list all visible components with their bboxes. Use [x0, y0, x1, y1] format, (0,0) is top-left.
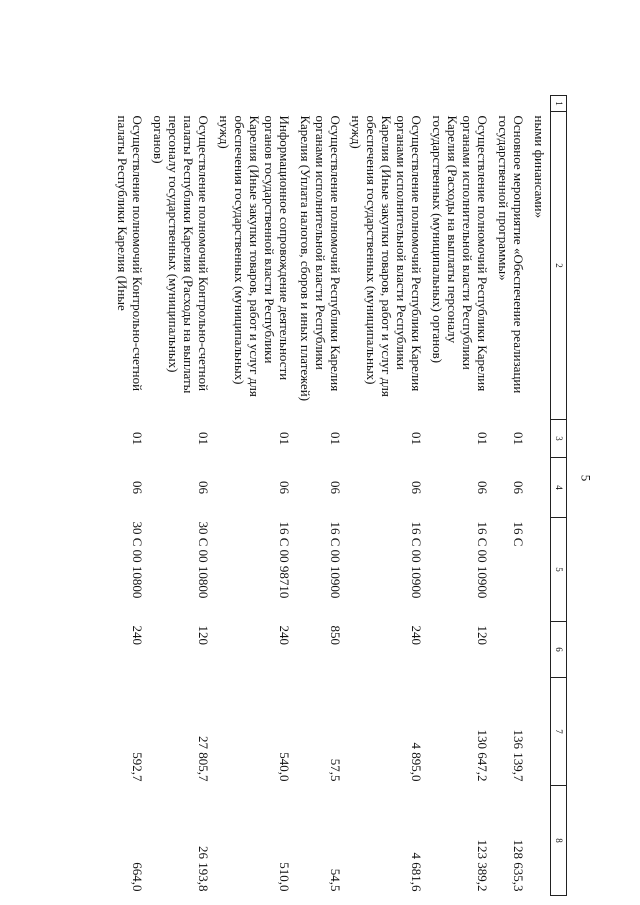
table-cell-c3: 01: [328, 432, 343, 445]
table-cell-c7: 540,0: [277, 752, 292, 782]
table-cell-c5: 16 С 00 10900: [475, 521, 490, 599]
col-header: 1: [551, 96, 567, 112]
table-cell-c7: [529, 678, 551, 786]
col-header: 5: [551, 518, 567, 622]
table-cell-c2: Осуществление полномочий Республики Карелия органами исполнительной власти Республики Карелия (Расходы на выплаты персоналу государственных (муниципальных) органов): [430, 115, 490, 392]
table-row: [346, 96, 427, 896]
budget-table-sheet: [57, 95, 567, 895]
table-cell-c7: 27 805,7: [196, 736, 211, 782]
table-cell-c7: 57,5: [328, 758, 343, 782]
table-cell-c5: 16 С 00 98710: [277, 521, 292, 599]
table-cell-c4: [529, 458, 551, 518]
budget-table: [112, 95, 567, 896]
row-spacer-cell: [214, 96, 295, 112]
row-spacer-cell: [427, 96, 493, 112]
col-header: 4: [551, 458, 567, 518]
col-header: 6: [551, 622, 567, 678]
page-number: 5: [578, 474, 594, 482]
table-cell-c2: Осуществление полномочий Республики Карелия органами исполнительной власти Республики Карелия (Иные закупки товаров, работ и услуг для обеспечения государственных (муниципальных) нужд): [349, 115, 424, 397]
table-cell-c6: 240: [130, 625, 145, 645]
table-row: [295, 96, 346, 896]
table-cell-c8: 510,0: [277, 862, 292, 892]
table-cell-c4: 06: [409, 481, 424, 494]
table-cell-c2: Осуществление полномочий Контрольно-счетной палаты Республики Карелия (Иные: [115, 115, 145, 392]
table-cell-c2: Осуществление полномочий Контрольно-счетной палаты Республики Карелия (Расходы на выплаты персоналу государственных (муниципальных) органов): [151, 115, 211, 394]
table-cell-c8: 4 681,6: [409, 852, 424, 892]
table-cell-c2: Осуществление полномочий Республики Карелия органами исполнительной власти Республики Карелия (Уплата налогов, сборов и иных платежей): [298, 115, 343, 402]
table-cell-c6: 120: [475, 625, 490, 645]
table-cell-c3: 01: [409, 432, 424, 445]
column-number-row: [551, 96, 567, 896]
table-cell-c5: 16 С: [511, 521, 526, 547]
table-cell-c8: 664,0: [130, 862, 145, 892]
table-cell-c8: 128 635,3: [511, 839, 526, 892]
table-cell-c2: ными финансами»: [532, 115, 547, 219]
table-cell-c4: 06: [475, 481, 490, 494]
table-cell-c7: 136 139,7: [511, 729, 526, 782]
table-row: [148, 96, 214, 896]
row-spacer-cell: [529, 96, 551, 112]
table-cell-c5: 30 С 00 10800: [130, 521, 145, 599]
table-row: [493, 96, 529, 896]
table-cell-c2: Основное мероприятие «Обеспечение реализации государственной программы»: [496, 115, 526, 394]
table-cell-c7: 4 895,0: [409, 742, 424, 782]
table-cell-c5: 30 С 00 10800: [196, 521, 211, 599]
table-cell-c3: [529, 420, 551, 458]
row-spacer-cell: [295, 96, 346, 112]
col-header: 3: [551, 420, 567, 458]
table-cell-c4: 06: [328, 481, 343, 494]
table-cell-c2: Информационное сопровождение деятельности органов государственной власти Республики Карелия (Иные закупки товаров, работ и услуг для обеспечения государственных (муниципальных) нужд): [217, 115, 292, 397]
table-cell-c6: 240: [409, 625, 424, 645]
table-cell-c3: 01: [511, 432, 526, 445]
col-header: 7: [551, 678, 567, 786]
row-spacer-cell: [112, 96, 148, 112]
col-header: 8: [551, 786, 567, 896]
table-cell-c4: 06: [277, 481, 292, 494]
table-cell-c4: 06: [196, 481, 211, 494]
table-cell-c3: 01: [277, 432, 292, 445]
table-cell-c7: 130 647,2: [475, 729, 490, 782]
table-cell-c8: 123 389,2: [475, 839, 490, 892]
table-row: [214, 96, 295, 896]
table-cell-c8: 26 193,8: [196, 846, 211, 892]
row-spacer-cell: [148, 96, 214, 112]
table-cell-c5: 16 С 00 10900: [409, 521, 424, 599]
table-cell-c4: 06: [511, 481, 526, 494]
table-cell-c3: 01: [475, 432, 490, 445]
col-header: 2: [551, 112, 567, 420]
table-row: [112, 96, 148, 896]
table-cell-c6: 240: [277, 625, 292, 645]
table-cell-c6: [493, 622, 529, 678]
table-row: [427, 96, 493, 896]
row-spacer-cell: [493, 96, 529, 112]
table-cell-c7: 592,7: [130, 752, 145, 782]
row-spacer-cell: [346, 96, 427, 112]
table-cell-c3: 01: [196, 432, 211, 445]
table-cell-c6: [529, 622, 551, 678]
table-cell-c5: [529, 518, 551, 622]
table-cell-c3: 01: [130, 432, 145, 445]
table-cell-c8: 54,5: [328, 868, 343, 892]
table-cell-c8: [529, 786, 551, 896]
table-cell-c4: 06: [130, 481, 145, 494]
table-cell-c5: 16 С 00 10900: [328, 521, 343, 599]
table-row: [529, 96, 551, 896]
table-cell-c6: 120: [196, 625, 211, 645]
table-cell-c6: 850: [328, 625, 343, 645]
